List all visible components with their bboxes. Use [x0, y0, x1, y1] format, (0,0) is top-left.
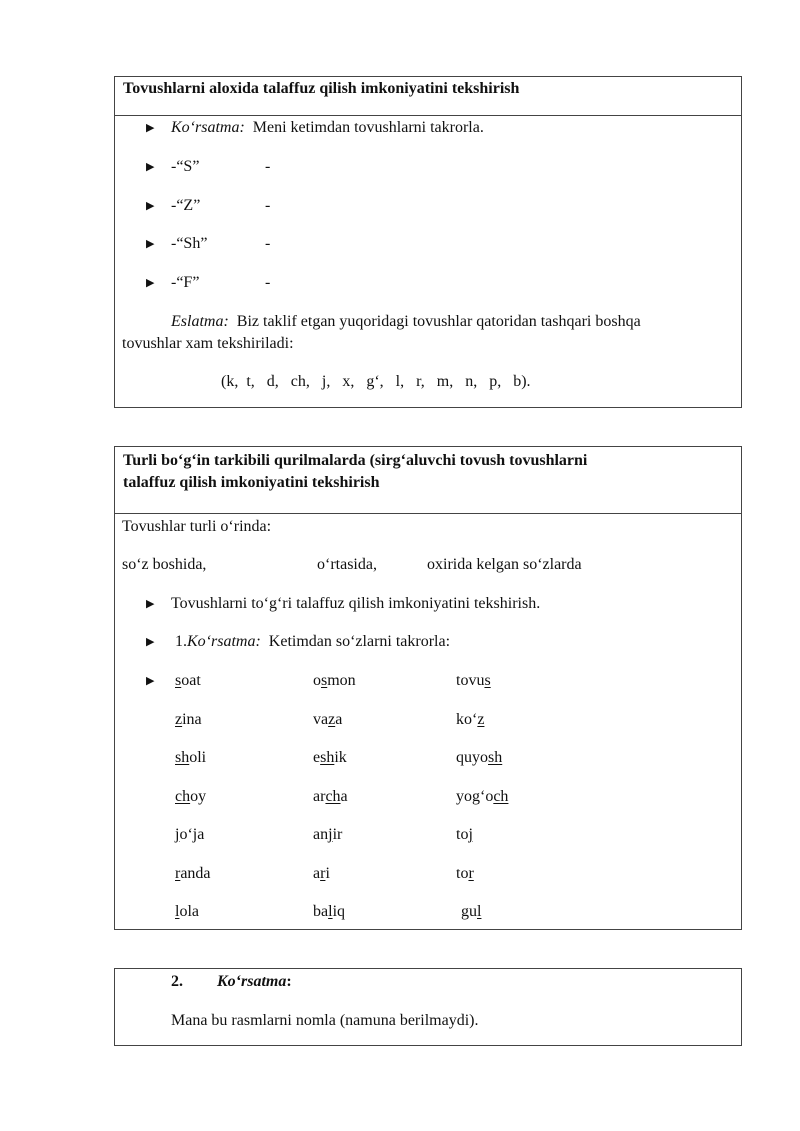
word-part: ina [182, 710, 202, 728]
target-sound: z [477, 710, 485, 728]
note-label: Eslatma: [171, 313, 229, 330]
word-part: ba [313, 903, 329, 920]
task-colon: : [286, 973, 292, 990]
word-item [175, 710, 202, 730]
bullet-icon [146, 234, 154, 254]
word-part: mon [327, 672, 356, 689]
word-item [456, 864, 474, 884]
word-part: e [313, 749, 321, 766]
target-sound: s [321, 672, 328, 689]
word-item [313, 710, 342, 730]
word-item [456, 787, 508, 807]
word-item [175, 748, 206, 768]
instruction-label: Ko‘rsatma: [171, 119, 245, 136]
title-line2: talaffuz qilish imkoniyatini tekshirish [123, 474, 380, 491]
note-line1 [171, 312, 641, 332]
word-part: tovu [456, 672, 485, 689]
sound-label: -“Z” [171, 197, 201, 214]
target-sound: sh [175, 749, 190, 766]
bullet-icon [146, 273, 154, 293]
target-sound: l [477, 903, 482, 920]
title-line1: Turli bo‘g‘in tarkibili qurilmalarda (sirg‘aluvchi tovush tovushlarni [123, 452, 588, 469]
syllable-check-table [114, 446, 742, 930]
word-part: yog‘o [456, 787, 494, 805]
word-item [456, 710, 484, 730]
target-sound: z [175, 710, 183, 728]
word-part: ko‘ [456, 710, 478, 728]
word-item [461, 902, 481, 922]
target-sound: ch [325, 787, 341, 805]
word-part: gu [461, 903, 477, 920]
sound-label: -“Sh” [171, 235, 208, 252]
bullet-icon [146, 118, 154, 138]
check-text: Tovushlarni to‘g‘ri talaffuz qilish imkoniyatini tekshirish. [171, 595, 541, 612]
word-item [175, 902, 199, 922]
target-sound: s [175, 672, 182, 689]
naming-task-table [114, 968, 742, 1046]
target-sound: ch [493, 787, 509, 805]
word-item [313, 787, 348, 807]
sound-check-body [115, 116, 741, 409]
word-part: ar [313, 787, 326, 805]
bullet-icon [146, 196, 154, 216]
word-item [175, 864, 211, 884]
word-part: anda [180, 864, 211, 882]
sound-dash: - [265, 197, 271, 214]
sound-label: -“F” [171, 274, 200, 291]
word-part: oy [190, 787, 207, 805]
sound-check-title: Tovushlarni aloxida talaffuz qilish imkoniyatini tekshirish [115, 77, 741, 116]
instruction [171, 118, 484, 138]
task-number: 2. [171, 973, 183, 990]
word-item [175, 671, 201, 691]
position-middle: o‘rtasida, [317, 556, 377, 573]
word-item [456, 671, 491, 691]
word-item [175, 825, 204, 845]
word-item [313, 825, 342, 845]
task-instruction [217, 972, 292, 992]
letters-list: (k, t, d, ch, j, x, g‘, l, r, m, n, p, b). [221, 373, 531, 390]
word-part: to [456, 864, 469, 882]
target-sound: l [328, 903, 333, 920]
target-sound: s [484, 672, 491, 689]
sound-check-table [114, 76, 742, 408]
position-end: oxirida kelgan so‘zlarda [427, 556, 582, 573]
word-part: oli [189, 749, 207, 766]
word-part: a [313, 864, 321, 882]
word-item [313, 864, 330, 884]
word-part: iq [332, 903, 346, 920]
instruction-label: Ko‘rsatma: [187, 633, 261, 650]
sound-label: -“S” [171, 158, 200, 175]
syllable-check-body [115, 514, 741, 933]
instruction-number: 1. [175, 633, 187, 650]
word-part: ir [332, 826, 343, 843]
word-item [313, 748, 347, 768]
target-sound: sh [320, 749, 335, 766]
target-sound: z [328, 710, 336, 728]
word-part: oat [181, 672, 201, 689]
bullet-icon [146, 157, 154, 177]
word-part: to [456, 826, 469, 843]
word-part: quyo [456, 749, 488, 766]
position-start: so‘z boshida, [122, 556, 207, 573]
word-part: an [313, 826, 329, 843]
word-item [456, 748, 502, 768]
syllable-check-title [115, 447, 741, 514]
sound-dash: - [265, 274, 271, 291]
word-part: i [325, 864, 330, 882]
instruction-text: Meni ketimdan tovushlarni takrorla. [252, 119, 484, 136]
word-part: a [335, 710, 343, 728]
word-part: va [313, 710, 329, 728]
sound-dash: - [265, 235, 271, 252]
target-sound: ch [175, 787, 191, 805]
target-sound: j [468, 826, 473, 843]
task-text: Mana bu rasmlarni nomla (namuna berilmaydi). [171, 1012, 479, 1029]
target-sound: r [320, 864, 326, 882]
word-item [313, 671, 356, 691]
word-part: a [340, 787, 348, 805]
word-item [313, 902, 345, 922]
task-label: Ko‘rsatma [217, 973, 287, 990]
word-part: o‘ja [179, 826, 205, 843]
target-sound: r [468, 864, 474, 882]
instruction-text: Ketimdan so‘zlarni takrorla: [268, 633, 451, 650]
target-sound: j [175, 826, 180, 843]
word-item [456, 825, 473, 845]
word-item [175, 787, 206, 807]
intro-text: Tovushlar turli o‘rinda: [122, 518, 272, 535]
target-sound: sh [488, 749, 503, 766]
note-line2: tovushlar xam tekshiriladi: [122, 335, 294, 352]
note-text: Biz taklif etgan yuqoridagi tovushlar qatoridan tashqari boshqa [236, 313, 641, 330]
instruction [175, 632, 450, 652]
bullet-icon [146, 632, 154, 652]
target-sound: l [175, 903, 180, 920]
word-part: o [313, 672, 321, 689]
sound-dash: - [265, 158, 271, 175]
word-part: ik [334, 749, 347, 766]
target-sound: j [328, 826, 333, 843]
bullet-icon [146, 594, 154, 614]
bullet-icon [146, 671, 154, 691]
word-part: ola [179, 903, 199, 920]
target-sound: r [175, 864, 181, 882]
